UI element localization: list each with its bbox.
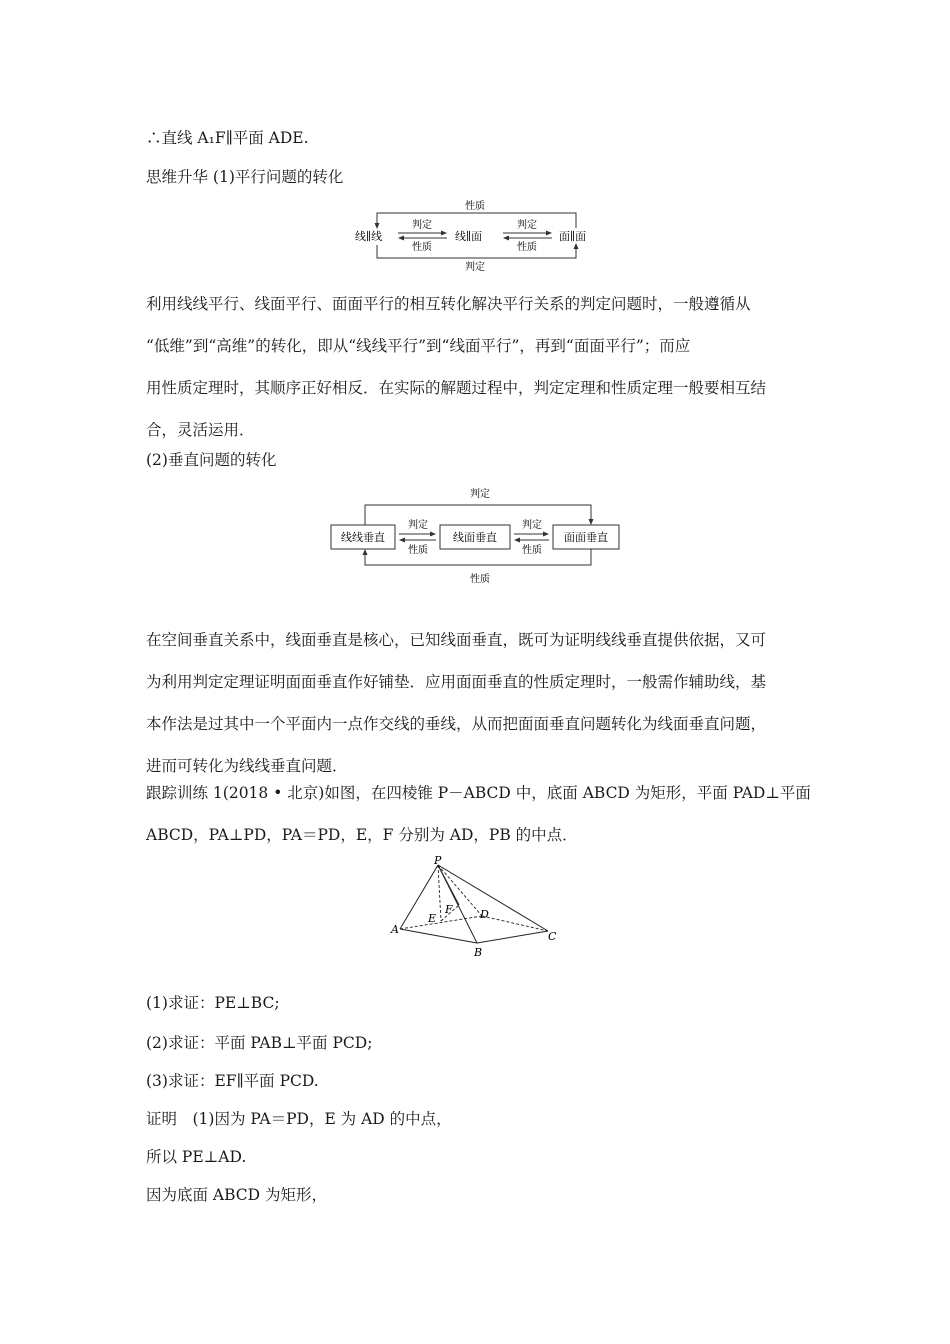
paragraph-line: 进而可转化为线线垂直问题． <box>146 757 348 775</box>
paragraph-parallel <box>146 283 816 451</box>
d2-b-down: 性质 <box>522 545 542 556</box>
d2-a-down: 性质 <box>408 545 428 556</box>
d2-box-plane-plane: 面面垂直 <box>564 531 608 544</box>
parallel-transform-diagram <box>355 195 605 275</box>
vertex-b-label: B <box>474 946 483 959</box>
vertex-f-label: F <box>445 903 453 916</box>
d1-node-line-line: 线∥线 <box>355 230 383 243</box>
d2-a-up: 判定 <box>408 520 428 531</box>
paragraph-line: 利用线线平行、线面平行、面面平行的相互转化解决平行关系的判定问题时，一般遵循从 <box>146 295 751 313</box>
d2-box-line-line: 线线垂直 <box>341 531 385 544</box>
d1-node-plane-plane: 面∥面 <box>559 230 587 243</box>
d1-b-down: 性质 <box>517 242 537 253</box>
section-heading-perpendicular: (2)垂直问题的转化 <box>146 451 277 469</box>
d1-node-line-plane: 线∥面 <box>455 230 483 243</box>
paragraph-line: 用性质定理时，其顺序正好相反．在实际的解题过程中，判定定理和性质定理一般要相互结 <box>146 379 767 397</box>
d2-box-line-plane: 线面垂直 <box>453 531 497 544</box>
question-3: (3)求证：EF∥平面 PCD. <box>146 1072 319 1090</box>
vertex-e-label: E <box>428 912 437 925</box>
d1-a-down: 性质 <box>412 242 432 253</box>
section-heading-parallel: 思维升华 (1)平行问题的转化 <box>146 168 344 186</box>
exercise-statement-line2: ABCD，PA⊥PD，PA＝PD，E，F 分别为 AD，PB 的中点． <box>146 826 578 844</box>
vertex-a-label: A <box>391 923 399 936</box>
paragraph-line: 为利用判定定理证明面面垂直作好铺垫．应用面面垂直的性质定理时，一般需作辅助线，基 <box>146 673 767 691</box>
question-2: (2)求证：平面 PAB⊥平面 PCD; <box>146 1034 373 1052</box>
d2-b-up: 判定 <box>522 520 542 531</box>
d1-top-label: 性质 <box>465 201 485 212</box>
paragraph-line: “低维”到“高维”的转化，即从“线线平行”到“线面平行”，再到“面面平行”；而应 <box>146 337 691 355</box>
d1-bottom-label: 判定 <box>465 262 485 273</box>
vertex-d-label: D <box>480 908 489 921</box>
vertex-p-label: P <box>434 855 442 867</box>
d1-a-up: 判定 <box>412 220 432 231</box>
line-conclusion: ∴直线 A₁F∥平面 ADE. <box>146 129 309 147</box>
paragraph-perpendicular <box>146 619 816 787</box>
d1-b-up: 判定 <box>517 220 537 231</box>
proof-line-2: 所以 PE⊥AD. <box>146 1148 247 1166</box>
paragraph-line: 在空间垂直关系中，线面垂直是核心，已知线面垂直，既可为证明线线垂直提供依据，又可 <box>146 631 767 649</box>
d2-top-label: 判定 <box>470 489 490 500</box>
vertex-c-label: C <box>548 930 557 943</box>
exercise-statement-line1: 跟踪训练 1(2018 • 北京)如图，在四棱锥 P－ABCD 中，底面 ABCD 为矩形，平面 PAD⊥平面 <box>146 784 811 802</box>
pyramid-figure <box>385 855 570 960</box>
proof-line-3: 因为底面 ABCD 为矩形， <box>146 1186 328 1204</box>
d2-bottom-label: 性质 <box>470 574 490 585</box>
proof-line-1: 证明 (1)因为 PA＝PD，E 为 AD 的中点， <box>146 1110 452 1128</box>
question-1: (1)求证：PE⊥BC; <box>146 994 280 1012</box>
paragraph-line: 合，灵活运用． <box>146 421 255 439</box>
paragraph-line: 本作法是过其中一个平面内一点作交线的垂线，从而把面面垂直问题转化为线面垂直问题， <box>146 715 767 733</box>
perpendicular-transform-diagram <box>325 482 625 587</box>
